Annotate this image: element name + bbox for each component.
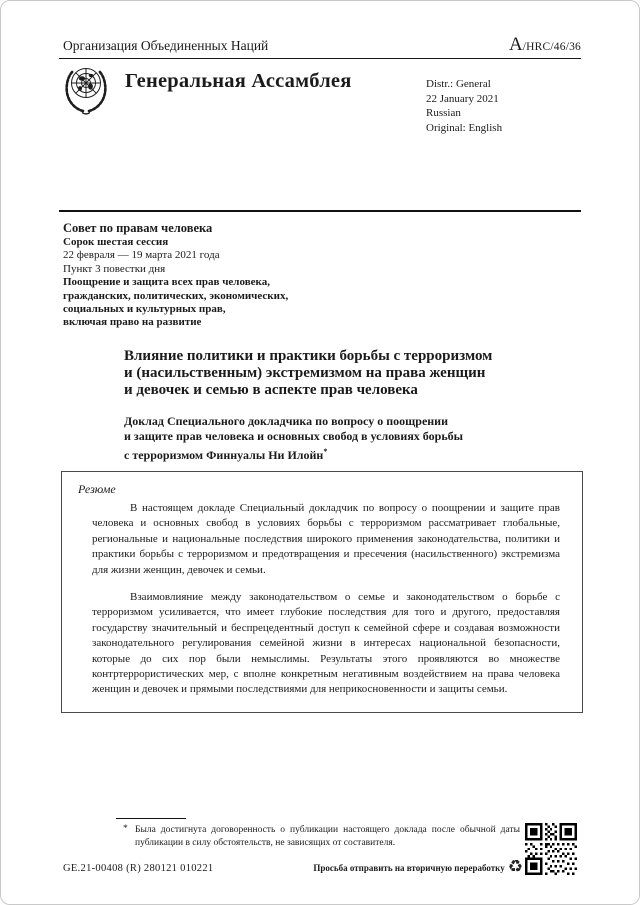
council-name: Совет по правам человека (63, 221, 213, 235)
agenda-line: социальных и культурных прав, (63, 303, 226, 316)
recycle-notice (251, 859, 523, 876)
org-name: Организация Объединенных Наций (63, 38, 269, 53)
agenda-line: гражданских, политических, экономических, (63, 289, 289, 302)
assembly-title: Генеральная Ассамблея (125, 70, 352, 92)
subtitle-line-text: с терроризмом Финнуалы Ни Илойн (124, 448, 324, 463)
footnote-marker: * (123, 824, 128, 834)
qr-code (525, 823, 577, 875)
footnote (123, 824, 520, 849)
footnote-text: Была достигнута договоренность о публикации настоящего доклада после обычной даты публикации в силу обстоятельств, не зависящих от составителя. (135, 825, 520, 848)
doc-symbol (509, 34, 581, 56)
summary-box (61, 471, 583, 713)
title-line: и (насильственным) экстремизмом на права женщин (124, 365, 486, 381)
subtitle-line (124, 444, 463, 463)
session-dates: 22 февраля — 19 марта 2021 года (63, 249, 220, 262)
summary-paragraph: В настоящем докладе Специальный докладчик по вопросу о поощрении и защите прав человека и основных свобод в условиях борьбы с терроризмом рассматривает глобальные, региональные и национальные последствия широкого применения законодательства, политики и практики борьбы с терроризмом и предотвращения и пресечения (насильственного) экстремизма для жизни женщин, девочек и семьи. (92, 502, 560, 576)
footnote-divider (116, 818, 186, 819)
agenda-line: включая право на развитие (63, 316, 202, 329)
header-divider (59, 58, 581, 59)
section-divider (59, 210, 581, 212)
distr-block (426, 77, 502, 135)
document-subtitle (124, 414, 463, 464)
doc-symbol-series: A (509, 34, 523, 55)
subtitle-line: и защите прав человека и основных свобод в условиях борьбы (124, 429, 464, 444)
original-language-line: Original: English (426, 121, 503, 134)
distr-line: Distr.: General (426, 78, 491, 90)
recycle-text: Просьба отправить на вторичную переработку (313, 862, 505, 873)
summary-heading: Резюме (78, 482, 116, 496)
title-line: Влияние политики и практики борьбы с терроризмом (124, 348, 493, 364)
agenda-item: Пункт 3 повестки дня (63, 262, 166, 275)
recycle-icon: ♻ (507, 857, 523, 877)
agenda-line: Поощрение и защита всех прав человека, (63, 276, 270, 289)
summary-paragraph: Взаимовлияние между законодательством о семье и законодательством о борьбе с терроризмом усиливается, что имеет глубокие последствия для того и другого, предоставляя государству значительный и беспрецедентный доступ к семейной сфере и создавая возможности законодательного регулирования семейной жизни в интересах национальной безопасности, которые до сих пор были немыслимы. Результаты этого проявляются во множестве контртеррористических мер, с вполне конкретным негативным воздействием на права человека женщин и девочек и прямыми последствиями для неприкосновенности и защиты семьи. (92, 591, 560, 696)
date-line: 22 January 2021 (426, 92, 499, 105)
un-emblem-icon (61, 63, 111, 117)
footnote-reference: * (323, 447, 328, 457)
subtitle-line: Доклад Специального докладчика по вопросу о поощрении (124, 414, 449, 428)
title-line: и девочек и семью в аспекте прав человека (124, 382, 418, 398)
session-name: Сорок шестая сессия (63, 236, 169, 248)
language-line: Russian (426, 107, 461, 119)
document-title (124, 348, 492, 399)
ge-number: GE.21-00408 (R) 280121 010221 (63, 863, 214, 874)
doc-symbol-number: /HRC/46/36 (522, 41, 581, 53)
session-block (63, 221, 288, 330)
